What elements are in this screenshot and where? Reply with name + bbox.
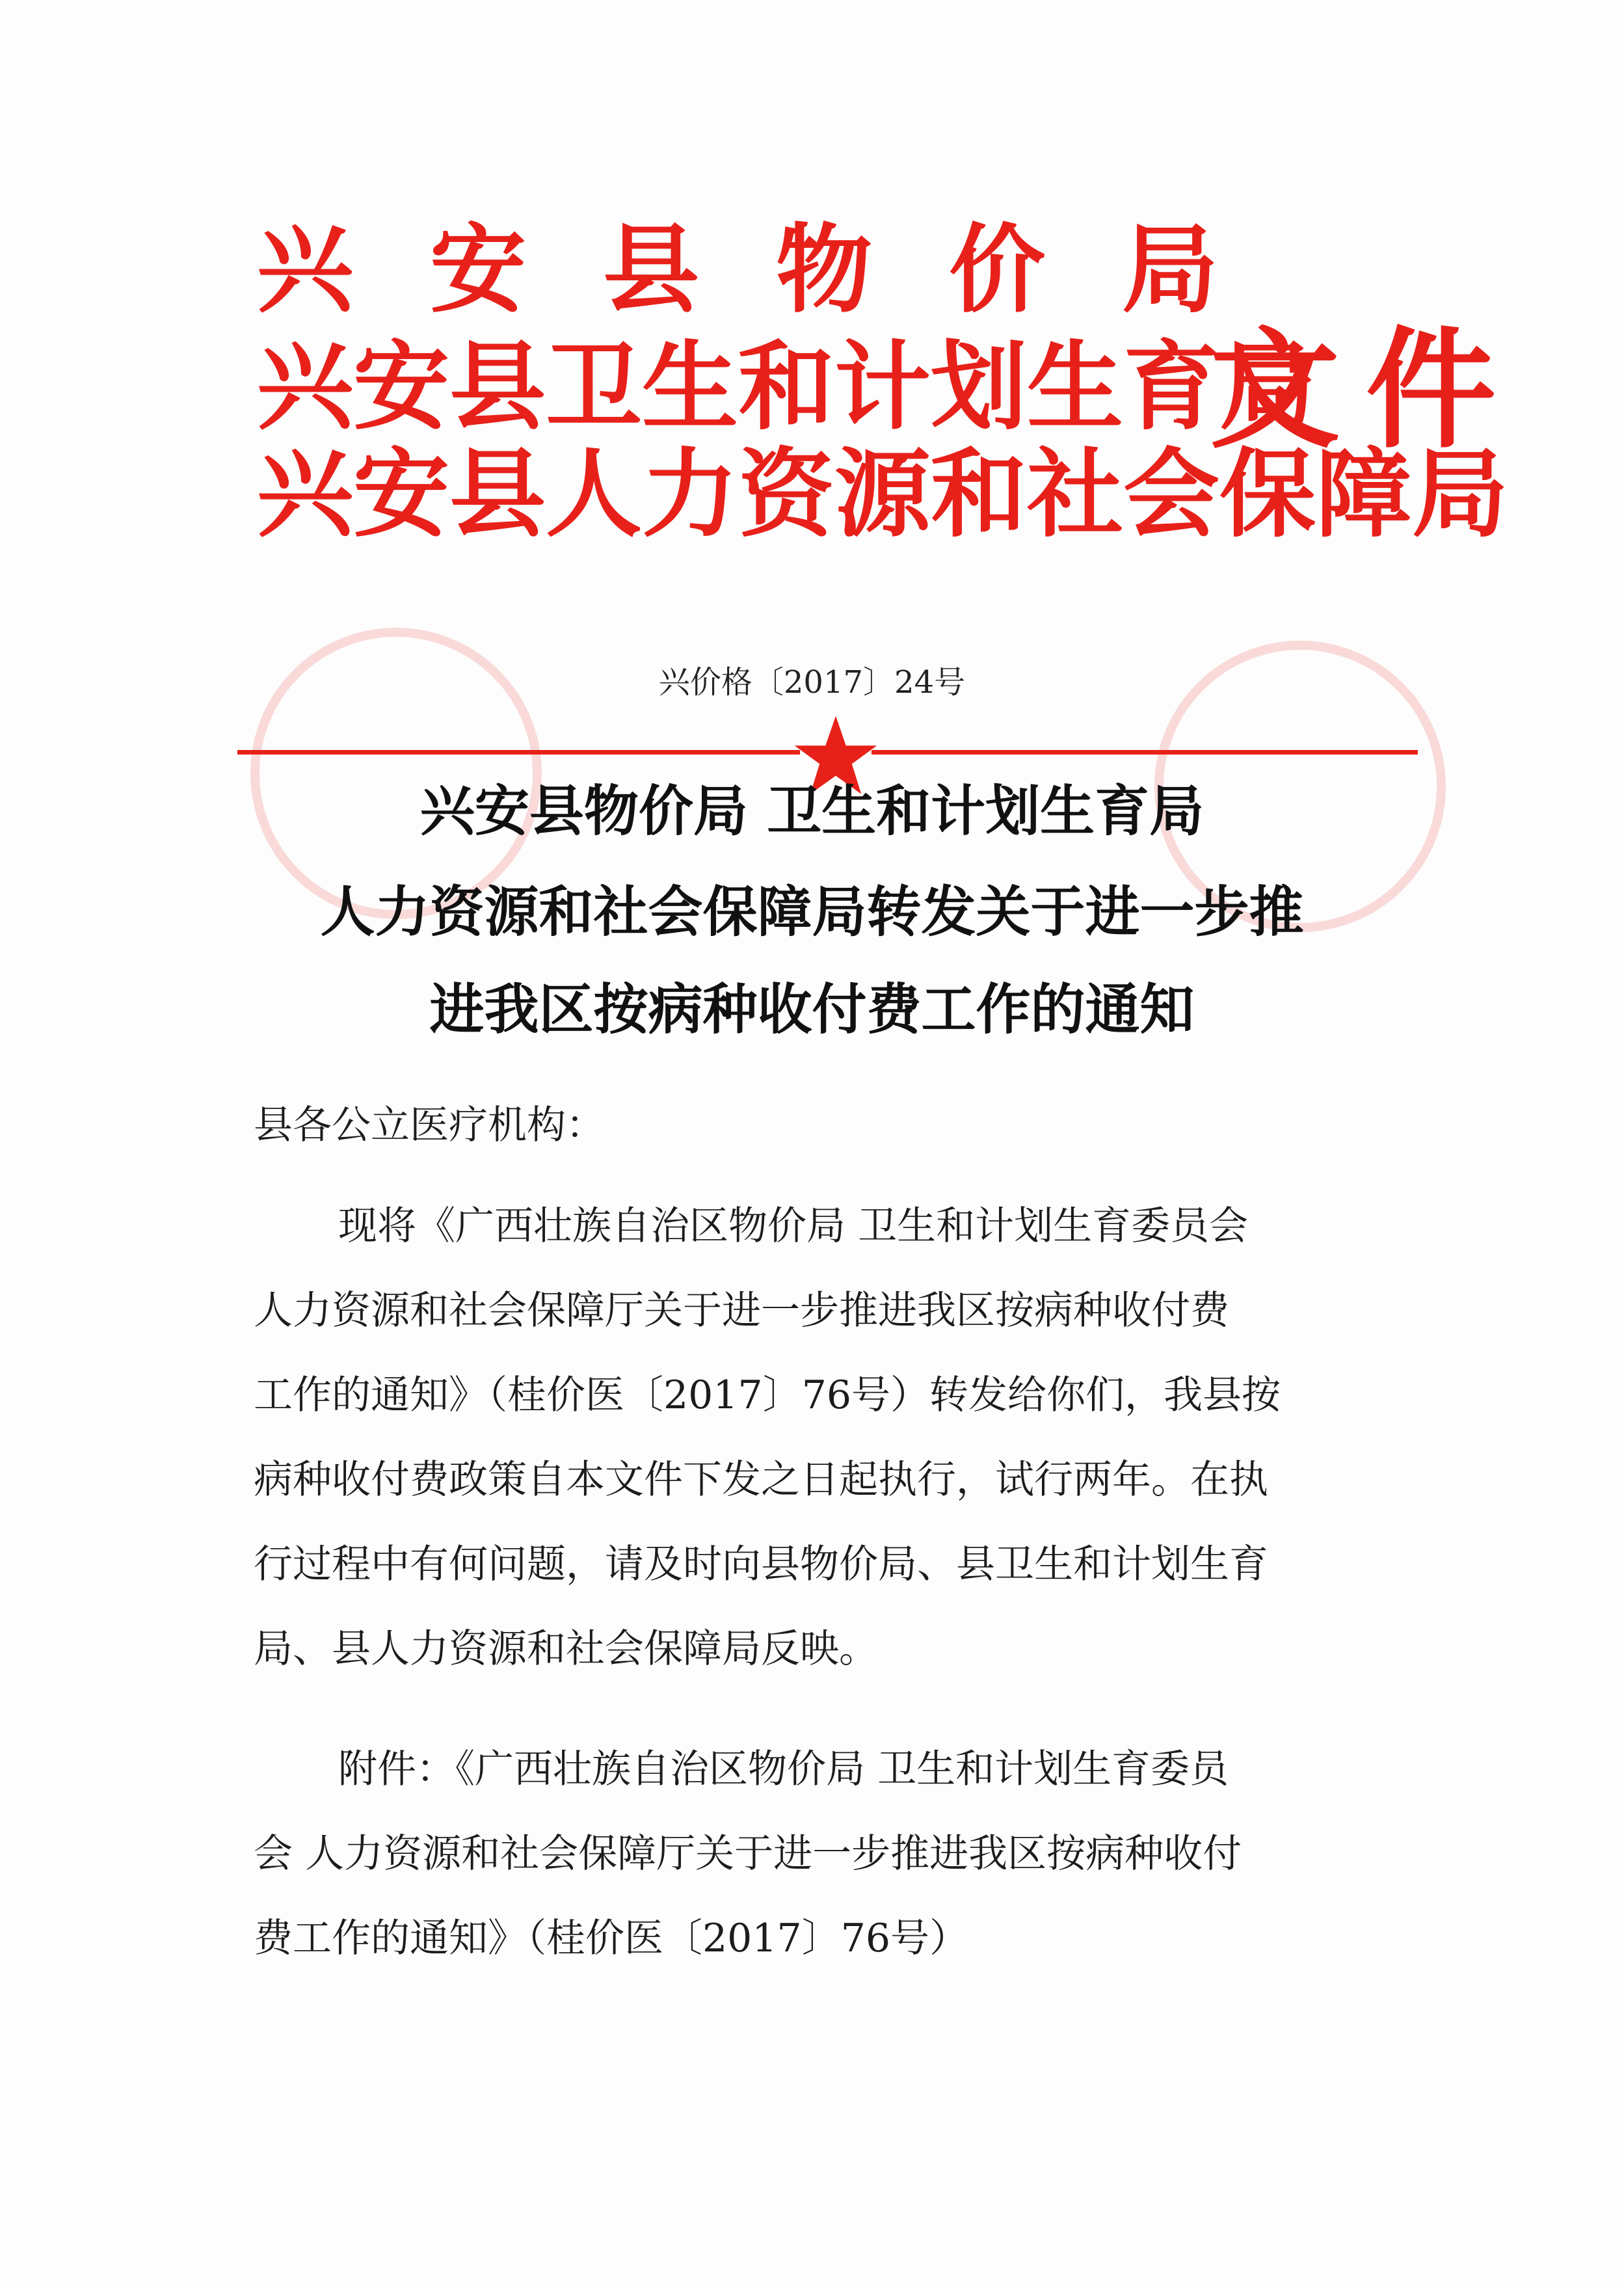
notice-title-line-1: 兴安县物价局 卫生和计划生育局	[419, 779, 1205, 843]
body-paragraph-line: 局、县人力资源和社会保障局反映。	[254, 1626, 878, 1672]
body-paragraph-line: 病种收付费政策自本文件下发之日起执行，试行两年。在执	[254, 1457, 1268, 1503]
body-paragraph-line: 工作的通知》（桂价医〔2017〕76号）转发给你们，我县按	[254, 1372, 1281, 1418]
issuing-agency-3: 兴安县人力资源和社会保障局	[257, 437, 1508, 550]
body-paragraph-line: 人力资源和社会保障厅关于进一步推进我区按病种收付费	[254, 1288, 1229, 1333]
red-divider-left	[237, 750, 800, 755]
red-divider-right	[872, 750, 1418, 755]
attachment-line: 附件：《广西壮族自治区物价局 卫生和计划生育委员	[338, 1747, 1229, 1792]
document-type-label: 文件	[1210, 314, 1523, 466]
issuing-agency-1: 兴安县物价局	[257, 213, 1295, 326]
salutation: 县各公立医疗机构：	[254, 1103, 605, 1148]
notice-title-line-3: 进我区按病种收付费工作的通知	[429, 978, 1195, 1041]
body-paragraph-line: 行过程中有何问题，请及时向县物价局、县卫生和计划生育	[254, 1542, 1268, 1587]
document-number: 兴价格〔2017〕24号	[658, 664, 966, 701]
attachment-line: 费工作的通知》（桂价医〔2017〕76号）	[254, 1916, 969, 1961]
attachment-line: 会 人力资源和社会保障厅关于进一步推进我区按病种收付	[254, 1831, 1242, 1877]
issuing-agency-2: 兴安县卫生和计划生育局	[257, 330, 1316, 443]
notice-title-line-2: 人力资源和社会保障局转发关于进一步推	[320, 880, 1304, 944]
body-paragraph-line: 现将《广西壮族自治区物价局 卫生和计划生育委员会	[338, 1203, 1249, 1249]
